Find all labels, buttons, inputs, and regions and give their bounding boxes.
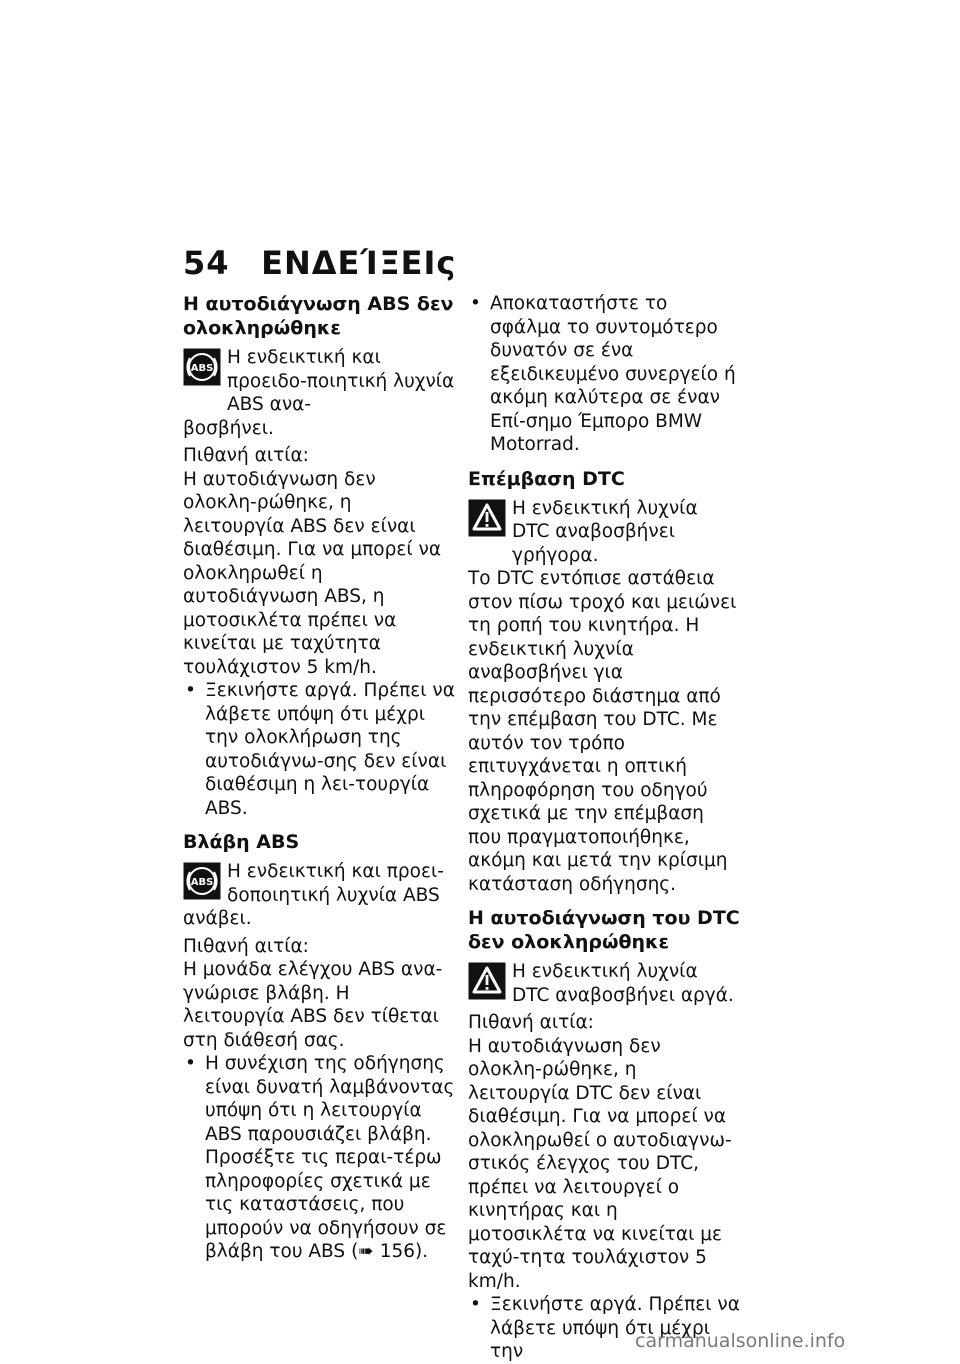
right-column bbox=[468, 292, 740, 1364]
section-heading-abs-fault: Βλάβη ABS bbox=[183, 831, 300, 853]
cause-label: Πιθανή αιτία: bbox=[468, 1012, 594, 1033]
bullet-dot: • bbox=[185, 680, 196, 701]
indicator-text-continued: ανάβει. bbox=[183, 908, 252, 929]
indicator-text: Η ενδεικτική και προειδο-ποιητική λυχνία ABS ανα- bbox=[227, 347, 455, 415]
indicator-text: Η ενδεικτική λυχνία DTC αναβοσβήνει αργά. bbox=[512, 961, 734, 1006]
indicator-text: Η ενδεικτική λυχνία DTC αναβοσβήνει γρήγορα. bbox=[512, 497, 698, 566]
indicator-row bbox=[468, 497, 740, 568]
svg-text:ABS: ABS bbox=[190, 877, 214, 888]
section-heading-dtc-intervention: Επέμβαση DTC bbox=[468, 467, 625, 490]
left-column bbox=[183, 292, 455, 1264]
bullet-item bbox=[183, 679, 455, 820]
bullet-dot: • bbox=[185, 1053, 196, 1074]
dtc-warning-triangle-icon bbox=[468, 962, 506, 1000]
cause-text: Η αυτοδιάγνωση δεν ολοκλη-ρώθηκε, η λειτουργία ABS δεν είναι διαθέσιμη. Για να μπορεί να ολοκληρωθεί η αυτοδιάγνωση ABS, η μοτοσικλέτα πρέπει να κινείται με ταχύτητα τουλάχιστον 5 km/h. bbox=[183, 468, 442, 678]
svg-text:ABS: ABS bbox=[190, 363, 214, 374]
dtc-warning-triangle-icon bbox=[468, 499, 506, 537]
bullet-item bbox=[183, 1052, 455, 1264]
indicator-row bbox=[183, 860, 455, 907]
reference-arrow-icon: ➠ bbox=[358, 1241, 374, 1262]
abs-warning-icon bbox=[183, 862, 221, 900]
section-heading-dtc-selftest: Η αυτοδιάγνωση του DTC δεν ολοκληρώθηκε bbox=[468, 907, 740, 953]
body-text: Το DTC εντόπισε αστάθεια στον πίσω τροχό και μειώνει τη ροπή του κινητήρα. Η ενδεικτική λυχνία αναβοσβήνει για περισσότερο διάστημα από την επέμβαση του DTC. Με αυτόν τον τρόπο επιτυγχάνεται η οπτική πληροφόρηση του οδηγού σχετικά με την επέμβαση που πραγματοποιήθηκε, ακόμη και μετά την κρίσιμη κατάσταση οδήγησης. bbox=[468, 568, 737, 895]
indicator-row bbox=[183, 346, 455, 417]
page-number: 54 bbox=[183, 244, 230, 282]
watermark: carmanualsonline.info bbox=[635, 1330, 846, 1352]
cause-text: Η μονάδα ελέγχου ABS ανα-γνώρισε βλάβη. Η λειτουργία ABS δεν τίθεται στη διάθεσή σας. bbox=[183, 959, 443, 1051]
bullet-text: Ξεκινήστε αργά. Πρέπει να λάβετε υπόψη ότι μέχρι την ολοκλήρωση της αυτοδιάγνω-σης δεν είναι διαθέσιμη η λει-τουργία ABS. bbox=[205, 680, 455, 819]
bullet-text: Ξεκινήστε αργά. Πρέπει να λάβετε υπόψη ότι μέχρι την bbox=[490, 1294, 740, 1362]
bullet-dot: • bbox=[470, 293, 481, 314]
indicator-text-continued: βοσβήνει. bbox=[183, 417, 274, 439]
cause-text: Η αυτοδιάγνωση δεν ολοκλη-ρώθηκε, η λειτουργία DTC δεν είναι διαθέσιμη. Για να μπορεί να ολοκληρωθεί ο αυτοδιαγνω-στικός έλεγχος του DTC, πρέπει να λειτουργεί ο κινητήρας και η μοτοσικλέτα να κινείται με ταχύ-τητα τουλάχιστον 5 km/h. bbox=[468, 1035, 732, 1292]
page-title: ΕΝΔΕΊΞΕΙς bbox=[261, 244, 457, 282]
page-reference[interactable] bbox=[351, 1241, 428, 1262]
cause-label: Πιθανή αιτία: bbox=[183, 935, 309, 957]
abs-warning-icon bbox=[183, 348, 221, 386]
bullet-dot: • bbox=[470, 1294, 481, 1315]
reference-page-number: 156). bbox=[379, 1241, 429, 1262]
bullet-item bbox=[468, 1293, 740, 1364]
cause-label: Πιθανή αιτία: bbox=[183, 445, 309, 466]
indicator-row bbox=[468, 960, 740, 1007]
section-heading-abs-selftest: Η αυτοδιάγνωση ABS δεν ολοκληρώθηκε bbox=[183, 293, 454, 339]
indicator-text: Η ενδεικτική και προει-δοποιητική λυχνία ABS bbox=[227, 861, 444, 906]
page-header bbox=[183, 244, 456, 282]
ref-paren: ( bbox=[351, 1241, 359, 1262]
bullet-text: Αποκαταστήστε το σφάλμα το συντομότερο δυνατόν σε ένα εξειδικευμένο συνεργείο ή ακόμη καλύτερα σε έναν Επί-σημο Έμπορο BMW Motorrad. bbox=[490, 293, 736, 455]
bullet-text: Η συνέχιση της οδήγησης είναι δυνατή λαμβάνοντας υπόψη ότι η λειτουργία ABS παρουσιάζει βλάβη. Προσέξτε τις περαι-τέρω πληροφορίες σχετικά με τις καταστάσεις, που μπορούν να οδηγήσουν σε βλάβη του ABS bbox=[205, 1053, 455, 1262]
bullet-item bbox=[468, 292, 740, 457]
